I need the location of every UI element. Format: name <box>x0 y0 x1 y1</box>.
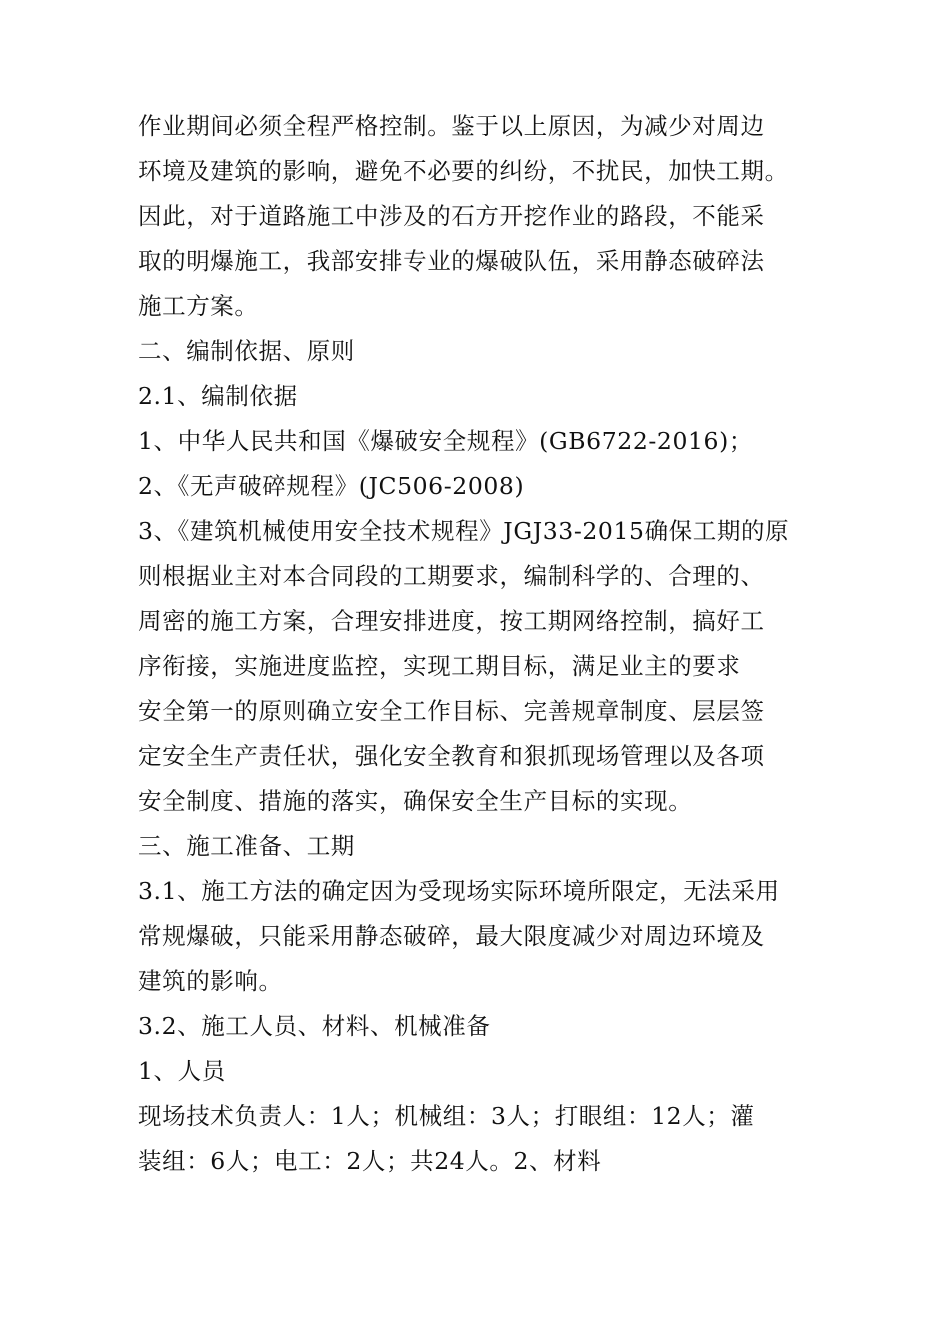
text-line: 序衔接，实施进度监控，实现工期目标，满足业主的要求 <box>138 652 741 680</box>
text-line: 常规爆破，只能采用静态破碎，最大限度减少对周边环境及 <box>138 922 765 950</box>
text-line: 2、《无声破碎规程》(JC506-2008) <box>138 472 525 500</box>
text-line: 装组：6人；电工：2人；共24人。2、材料 <box>138 1147 602 1175</box>
text-line: 环境及建筑的影响，避免不必要的纠纷，不扰民，加快工期。 <box>138 157 789 185</box>
section-heading: 三、施工准备、工期 <box>138 832 355 860</box>
text-line: 施工方案。 <box>138 292 259 320</box>
text-line: 建筑的影响。 <box>138 967 283 995</box>
text-line: 作业期间必须全程严格控制。鉴于以上原因，为减少对周边 <box>138 112 765 140</box>
subsection-heading: 3.2、施工人员、材料、机械准备 <box>138 1012 491 1040</box>
text-line: 安全制度、措施的落实，确保安全生产目标的实现。 <box>138 787 693 815</box>
text-line: 1、中华人民共和国《爆破安全规程》(GB6722-2016)； <box>138 427 753 455</box>
text-line: 周密的施工方案，合理安排进度，按工期网络控制，搞好工 <box>138 607 765 635</box>
text-line: 取的明爆施工，我部安排专业的爆破队伍，采用静态破碎法 <box>138 247 765 275</box>
text-line: 现场技术负责人：1人；机械组：3人；打眼组：12人；灌 <box>138 1102 755 1130</box>
subsection-heading: 2.1、编制依据 <box>138 382 298 410</box>
text-line: 3.1、施工方法的确定因为受现场实际环境所限定，无法采用 <box>138 877 780 905</box>
text-line: 定安全生产责任状，强化安全教育和狠抓现场管理以及各项 <box>138 742 765 770</box>
text-line: 3、《建筑机械使用安全技术规程》JGJ33-2015确保工期的原 <box>138 517 790 545</box>
text-line: 安全第一的原则确立安全工作目标、完善规章制度、层层签 <box>138 697 765 725</box>
text-line: 因此，对于道路施工中涉及的石方开挖作业的路段，不能采 <box>138 202 765 230</box>
text-line: 则根据业主对本合同段的工期要求，编制科学的、合理的、 <box>138 562 765 590</box>
section-heading: 二、编制依据、原则 <box>138 337 355 365</box>
text-line: 1、人员 <box>138 1057 226 1085</box>
